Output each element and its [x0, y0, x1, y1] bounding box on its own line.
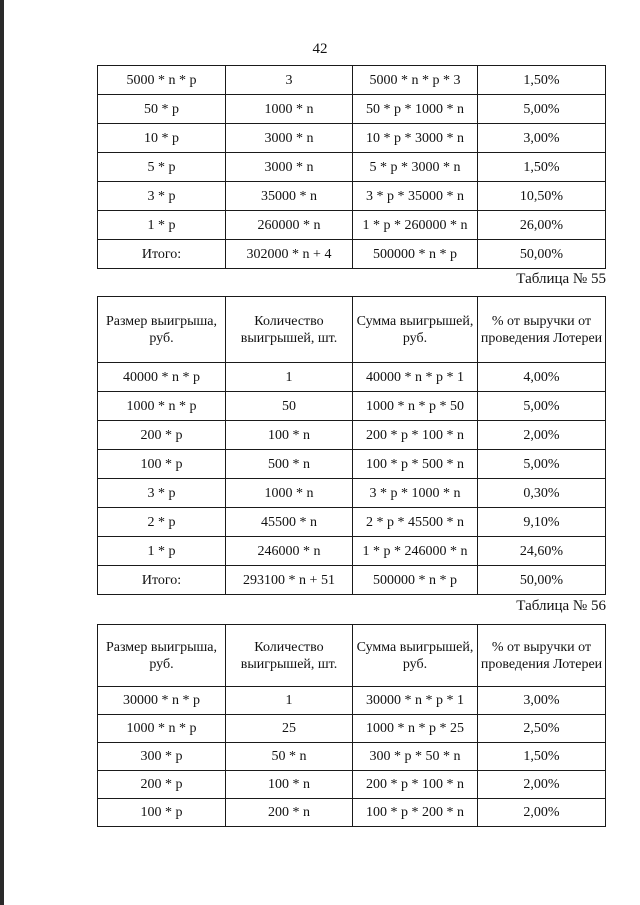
prize-table-56 — [97, 624, 606, 827]
table-header-row — [98, 625, 606, 687]
table-row — [98, 124, 606, 153]
table-56-caption: Таблица № 56 — [516, 598, 606, 614]
revenue-percent-cell: 5,00% — [478, 450, 606, 479]
prize-size-cell: 200 * p — [98, 771, 226, 799]
prize-table-continued — [97, 65, 606, 269]
table-row — [98, 743, 606, 771]
revenue-percent-cell: 5,00% — [478, 392, 606, 421]
prize-count-cell: 50 * n — [226, 743, 353, 771]
prize-sum-cell: 5 * p * 3000 * n — [353, 153, 478, 182]
prize-size-cell: 40000 * n * p — [98, 363, 226, 392]
prize-size-cell: Итого: — [98, 566, 226, 595]
table-row — [98, 537, 606, 566]
prize-sum-cell: 40000 * n * p * 1 — [353, 363, 478, 392]
prize-count-cell: 1 — [226, 687, 353, 715]
prize-count-cell: 100 * n — [226, 421, 353, 450]
prize-size-cell: 1000 * n * p — [98, 392, 226, 421]
table-row — [98, 240, 606, 269]
prize-sum-cell: 1 * p * 246000 * n — [353, 537, 478, 566]
revenue-percent-cell: 2,50% — [478, 715, 606, 743]
prize-count-cell: 35000 * n — [226, 182, 353, 211]
prize-sum-cell: 500000 * n * p — [353, 566, 478, 595]
table-row — [98, 479, 606, 508]
table-row — [98, 687, 606, 715]
table-row — [98, 450, 606, 479]
prize-size-cell: 1 * p — [98, 537, 226, 566]
prize-size-cell: 5000 * n * p — [98, 66, 226, 95]
revenue-percent-cell: 10,50% — [478, 182, 606, 211]
header-prize-size: Размер выигрыша, руб. — [98, 297, 226, 363]
prize-size-cell: 200 * p — [98, 421, 226, 450]
prize-count-cell: 1000 * n — [226, 479, 353, 508]
table-55-caption: Таблица № 55 — [516, 271, 606, 287]
prize-size-cell: 300 * p — [98, 743, 226, 771]
prize-size-cell: 3 * p — [98, 479, 226, 508]
table-row — [98, 566, 606, 595]
prize-size-cell: 50 * p — [98, 95, 226, 124]
table-row — [98, 153, 606, 182]
revenue-percent-cell: 3,00% — [478, 687, 606, 715]
revenue-percent-cell: 24,60% — [478, 537, 606, 566]
prize-size-cell: Итого: — [98, 240, 226, 269]
table-row — [98, 95, 606, 124]
prize-sum-cell: 3 * p * 35000 * n — [353, 182, 478, 211]
prize-sum-cell: 50 * p * 1000 * n — [353, 95, 478, 124]
header-prize-sum: Сумма выигрышей, руб. — [353, 625, 478, 687]
prize-sum-cell: 1000 * n * p * 50 — [353, 392, 478, 421]
header-prize-sum: Сумма выигрышей, руб. — [353, 297, 478, 363]
revenue-percent-cell: 50,00% — [478, 240, 606, 269]
prize-count-cell: 200 * n — [226, 799, 353, 827]
prize-sum-cell: 30000 * n * p * 1 — [353, 687, 478, 715]
revenue-percent-cell: 50,00% — [478, 566, 606, 595]
prize-sum-cell: 200 * p * 100 * n — [353, 421, 478, 450]
revenue-percent-cell: 9,10% — [478, 508, 606, 537]
prize-count-cell: 3000 * n — [226, 153, 353, 182]
table-row — [98, 182, 606, 211]
table-row — [98, 363, 606, 392]
header-revenue-percent: % от выручки от проведения Лотереи — [478, 625, 606, 687]
revenue-percent-cell: 3,00% — [478, 124, 606, 153]
page-edge — [0, 0, 4, 905]
prize-count-cell: 3000 * n — [226, 124, 353, 153]
page-number: 42 — [312, 41, 328, 57]
prize-size-cell: 1000 * n * p — [98, 715, 226, 743]
prize-sum-cell: 1 * p * 260000 * n — [353, 211, 478, 240]
revenue-percent-cell: 2,00% — [478, 799, 606, 827]
header-prize-count: Количество выигрышей, шт. — [226, 297, 353, 363]
prize-sum-cell: 5000 * n * p * 3 — [353, 66, 478, 95]
prize-sum-cell: 10 * p * 3000 * n — [353, 124, 478, 153]
prize-count-cell: 246000 * n — [226, 537, 353, 566]
prize-count-cell: 1000 * n — [226, 95, 353, 124]
table-row — [98, 66, 606, 95]
revenue-percent-cell: 26,00% — [478, 211, 606, 240]
revenue-percent-cell: 2,00% — [478, 421, 606, 450]
prize-size-cell: 3 * p — [98, 182, 226, 211]
table-header-row — [98, 297, 606, 363]
prize-sum-cell: 3 * p * 1000 * n — [353, 479, 478, 508]
prize-count-cell: 302000 * n + 4 — [226, 240, 353, 269]
prize-count-cell: 45500 * n — [226, 508, 353, 537]
revenue-percent-cell: 0,30% — [478, 479, 606, 508]
header-revenue-percent: % от выручки от проведения Лотереи — [478, 297, 606, 363]
revenue-percent-cell: 2,00% — [478, 771, 606, 799]
revenue-percent-cell: 1,50% — [478, 153, 606, 182]
prize-size-cell: 5 * p — [98, 153, 226, 182]
revenue-percent-cell: 1,50% — [478, 66, 606, 95]
prize-size-cell: 100 * p — [98, 450, 226, 479]
header-prize-size: Размер выигрыша, руб. — [98, 625, 226, 687]
prize-size-cell: 10 * p — [98, 124, 226, 153]
header-prize-count: Количество выигрышей, шт. — [226, 625, 353, 687]
prize-count-cell: 1 — [226, 363, 353, 392]
prize-sum-cell: 100 * p * 500 * n — [353, 450, 478, 479]
prize-sum-cell: 2 * p * 45500 * n — [353, 508, 478, 537]
prize-table-55 — [97, 296, 606, 595]
prize-size-cell: 2 * p — [98, 508, 226, 537]
prize-count-cell: 3 — [226, 66, 353, 95]
prize-sum-cell: 1000 * n * p * 25 — [353, 715, 478, 743]
table-row — [98, 715, 606, 743]
table-row — [98, 211, 606, 240]
revenue-percent-cell: 1,50% — [478, 743, 606, 771]
prize-sum-cell: 200 * p * 100 * n — [353, 771, 478, 799]
prize-size-cell: 100 * p — [98, 799, 226, 827]
prize-sum-cell: 300 * p * 50 * n — [353, 743, 478, 771]
prize-sum-cell: 500000 * n * p — [353, 240, 478, 269]
prize-count-cell: 50 — [226, 392, 353, 421]
prize-count-cell: 500 * n — [226, 450, 353, 479]
prize-size-cell: 1 * p — [98, 211, 226, 240]
revenue-percent-cell: 4,00% — [478, 363, 606, 392]
prize-count-cell: 260000 * n — [226, 211, 353, 240]
table-row — [98, 421, 606, 450]
prize-count-cell: 100 * n — [226, 771, 353, 799]
prize-count-cell: 25 — [226, 715, 353, 743]
prize-size-cell: 30000 * n * p — [98, 687, 226, 715]
table-row — [98, 799, 606, 827]
prize-sum-cell: 100 * p * 200 * n — [353, 799, 478, 827]
table-row — [98, 771, 606, 799]
revenue-percent-cell: 5,00% — [478, 95, 606, 124]
table-row — [98, 392, 606, 421]
table-row — [98, 508, 606, 537]
prize-count-cell: 293100 * n + 51 — [226, 566, 353, 595]
